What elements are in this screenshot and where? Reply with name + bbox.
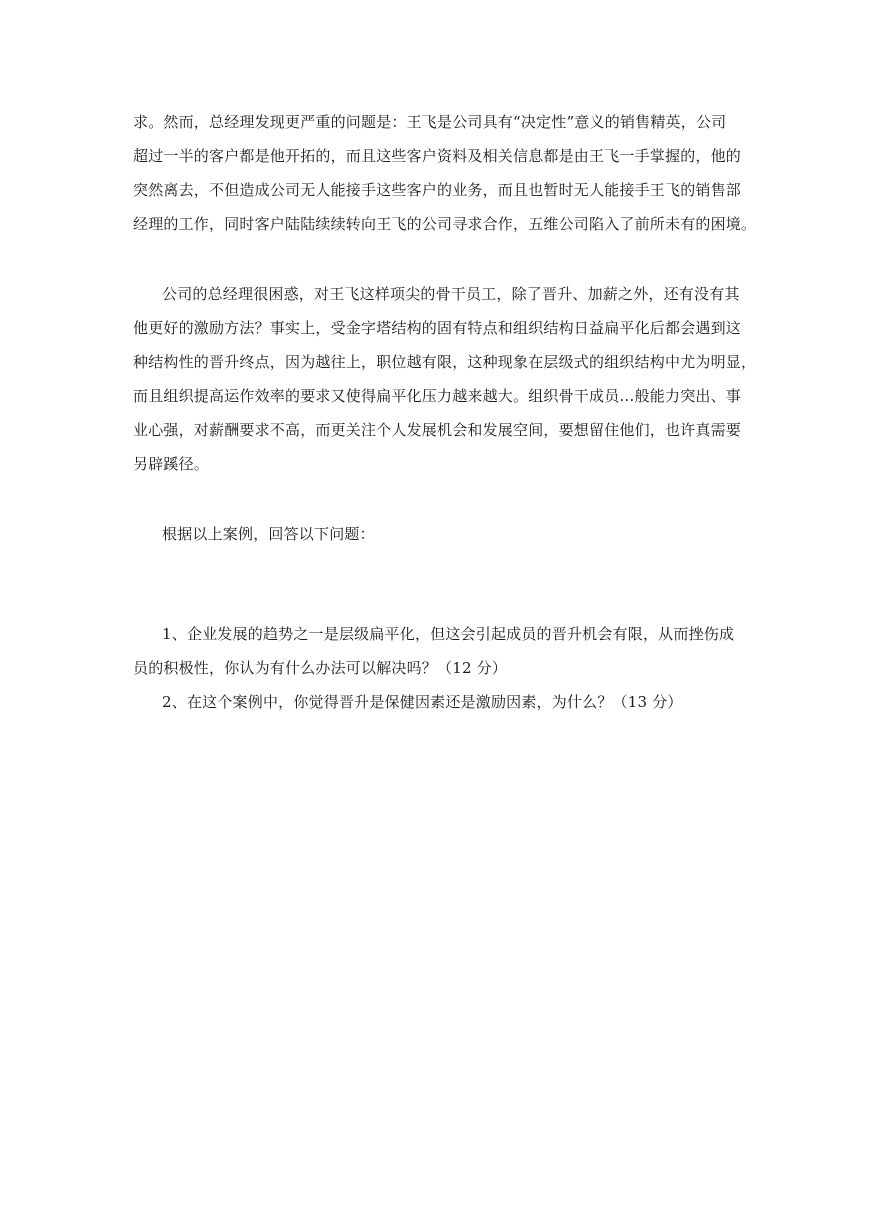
question-2: [133, 685, 738, 719]
paragraph-case-continuation: [133, 105, 757, 241]
text-line: 而且组织提高运作效率的要求又使得扁平化压力越来越大。组织骨干成员…般能力突出、事: [133, 387, 742, 405]
text-line: 他更好的激励方法？事实上，受金字塔结构的固有特点和组织结构日益扁平化后都会遇到这: [133, 319, 742, 337]
text-line: 业心强，对薪酬要求不高，而更关注个人发展机会和发展空间，要想留住他们，也许真需要: [133, 421, 742, 439]
text-line: 经理的工作，同时客户陆陆续续转向王飞的公司寻求合作，五维公司陷入了前所未有的困境。: [133, 215, 757, 233]
paragraph-manager-dilemma: [133, 277, 757, 481]
text-line: 超过一半的客户都是他开拓的，而且这些客户资料及相关信息都是由王飞一手掌握的，他的: [133, 147, 742, 165]
text-line: 根据以上案例，回答以下问题：: [162, 525, 375, 543]
question-1: [133, 617, 738, 685]
text-line: 员的积极性，你认为有什么办法可以解决吗？（12 分）: [133, 659, 508, 677]
paragraph-questions-intro: [133, 517, 738, 551]
text-line: 另辟蹊径。: [133, 455, 210, 473]
text-line: 突然离去，不但造成公司无人能接手这些客户的业务，而且也暂时无人能接手王飞的销售部: [133, 181, 742, 199]
text-line: 公司的总经理很困惑，对王飞这样项尖的骨干员工，除了晋升、加薪之外，还有没有其: [162, 285, 740, 303]
text-line: 1、企业发展的趋势之一是层级扁平化，但这会引起成员的晋升机会有限，从而挫伤成: [162, 625, 735, 643]
text-line: 种结构性的晋升终点，因为越往上，职位越有限，这种现象在层级式的组织结构中尤为明显，: [133, 353, 757, 371]
text-line: 求。然而，总经理发现更严重的问题是：王飞是公司具有“决定性”意义的销售精英，公司: [133, 113, 727, 131]
text-line: 2、在这个案例中，你觉得晋升是保健因素还是激励因素，为什么？（13 分）: [162, 693, 683, 711]
